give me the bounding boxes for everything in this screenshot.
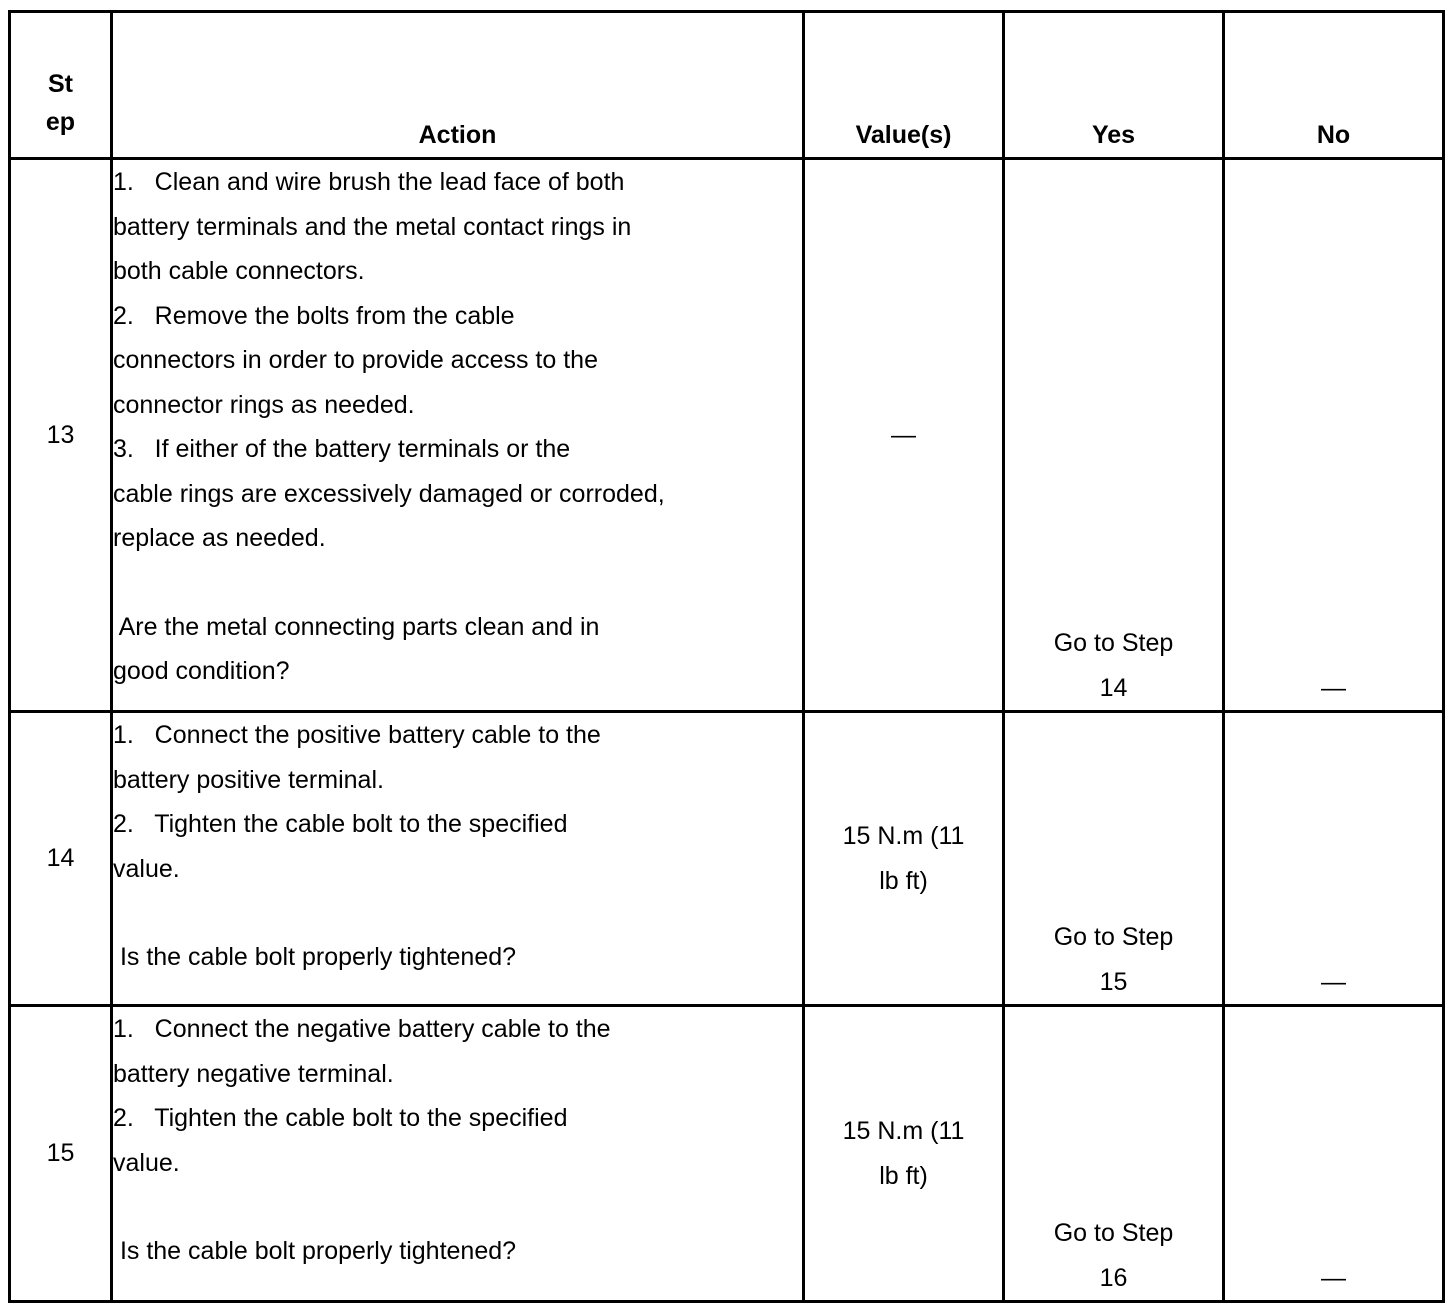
table-row xyxy=(10,1006,1444,1302)
action-line: 1. Connect the positive battery cable to the xyxy=(113,721,601,749)
action-line: 2. Remove the bolts from the cable xyxy=(113,301,515,330)
diagnostic-table xyxy=(8,10,1445,1303)
action-line: connectors in order to provide access to the xyxy=(113,346,598,374)
yes-line: Go to Step xyxy=(1053,923,1174,951)
question-line: Is the cable bolt properly tightened? xyxy=(113,1237,517,1265)
action-line: connector rings as needed. xyxy=(113,390,415,419)
value-line: lb ft) xyxy=(879,1161,928,1190)
header-step xyxy=(10,12,112,159)
no-cell: — xyxy=(1224,1006,1444,1302)
no-cell: — xyxy=(1224,159,1444,712)
no-cell: — xyxy=(1224,712,1444,1006)
value-cell xyxy=(804,1006,1004,1302)
header-no: No xyxy=(1224,12,1444,159)
action-line: value. xyxy=(113,1148,180,1177)
action-line: value. xyxy=(113,854,180,883)
yes-line: 16 xyxy=(1099,1263,1128,1292)
action-line: replace as needed. xyxy=(113,524,326,552)
action-line: battery negative terminal. xyxy=(113,1059,394,1088)
yes-cell xyxy=(1004,712,1224,1006)
value-line: lb ft) xyxy=(879,866,928,895)
step-number: 13 xyxy=(10,159,112,712)
action-line: 2. Tighten the cable bolt to the specified xyxy=(113,810,568,838)
question-line: good condition? xyxy=(113,657,290,685)
step-number: 14 xyxy=(10,712,112,1006)
table-row xyxy=(10,712,1444,1006)
spacer xyxy=(113,1185,802,1229)
header-yes: Yes xyxy=(1004,12,1224,159)
yes-line: 15 xyxy=(1099,967,1128,996)
yes-cell xyxy=(1004,1006,1224,1302)
value-cell xyxy=(804,159,1004,712)
yes-line: 14 xyxy=(1099,673,1128,702)
action-line: 1. Clean and wire brush the lead face of both xyxy=(113,168,625,196)
action-line: cable rings are excessively damaged or corroded, xyxy=(113,479,665,508)
header-row xyxy=(10,12,1444,159)
value-line: 15 N.m (11 xyxy=(842,1117,965,1145)
action-cell xyxy=(112,1006,804,1302)
action-line: 1. Connect the negative battery cable to the xyxy=(113,1015,611,1043)
question-line: Is the cable bolt properly tightened? xyxy=(113,943,517,971)
value-line: 15 N.m (11 xyxy=(842,822,965,850)
header-step-line2: ep xyxy=(45,108,76,136)
action-line: 3. If either of the battery terminals or the xyxy=(113,435,571,463)
action-line: battery positive terminal. xyxy=(113,765,384,794)
value-cell xyxy=(804,712,1004,1006)
value-line: — xyxy=(891,420,916,449)
header-values: Value(s) xyxy=(804,12,1004,159)
action-cell xyxy=(112,159,804,712)
action-line: 2. Tighten the cable bolt to the specified xyxy=(113,1104,568,1132)
spacer xyxy=(113,561,802,605)
table-row xyxy=(10,159,1444,712)
action-cell xyxy=(112,712,804,1006)
yes-line: Go to Step xyxy=(1053,629,1174,657)
step-number: 15 xyxy=(10,1006,112,1302)
spacer xyxy=(113,891,802,935)
header-action: Action xyxy=(112,12,804,159)
header-step-line1: St xyxy=(48,70,73,98)
action-line: battery terminals and the metal contact rings in xyxy=(113,212,632,241)
question-line: Are the metal connecting parts clean and in xyxy=(113,612,600,641)
action-line: both cable connectors. xyxy=(113,257,365,285)
yes-line: Go to Step xyxy=(1053,1219,1174,1247)
yes-cell xyxy=(1004,159,1224,712)
